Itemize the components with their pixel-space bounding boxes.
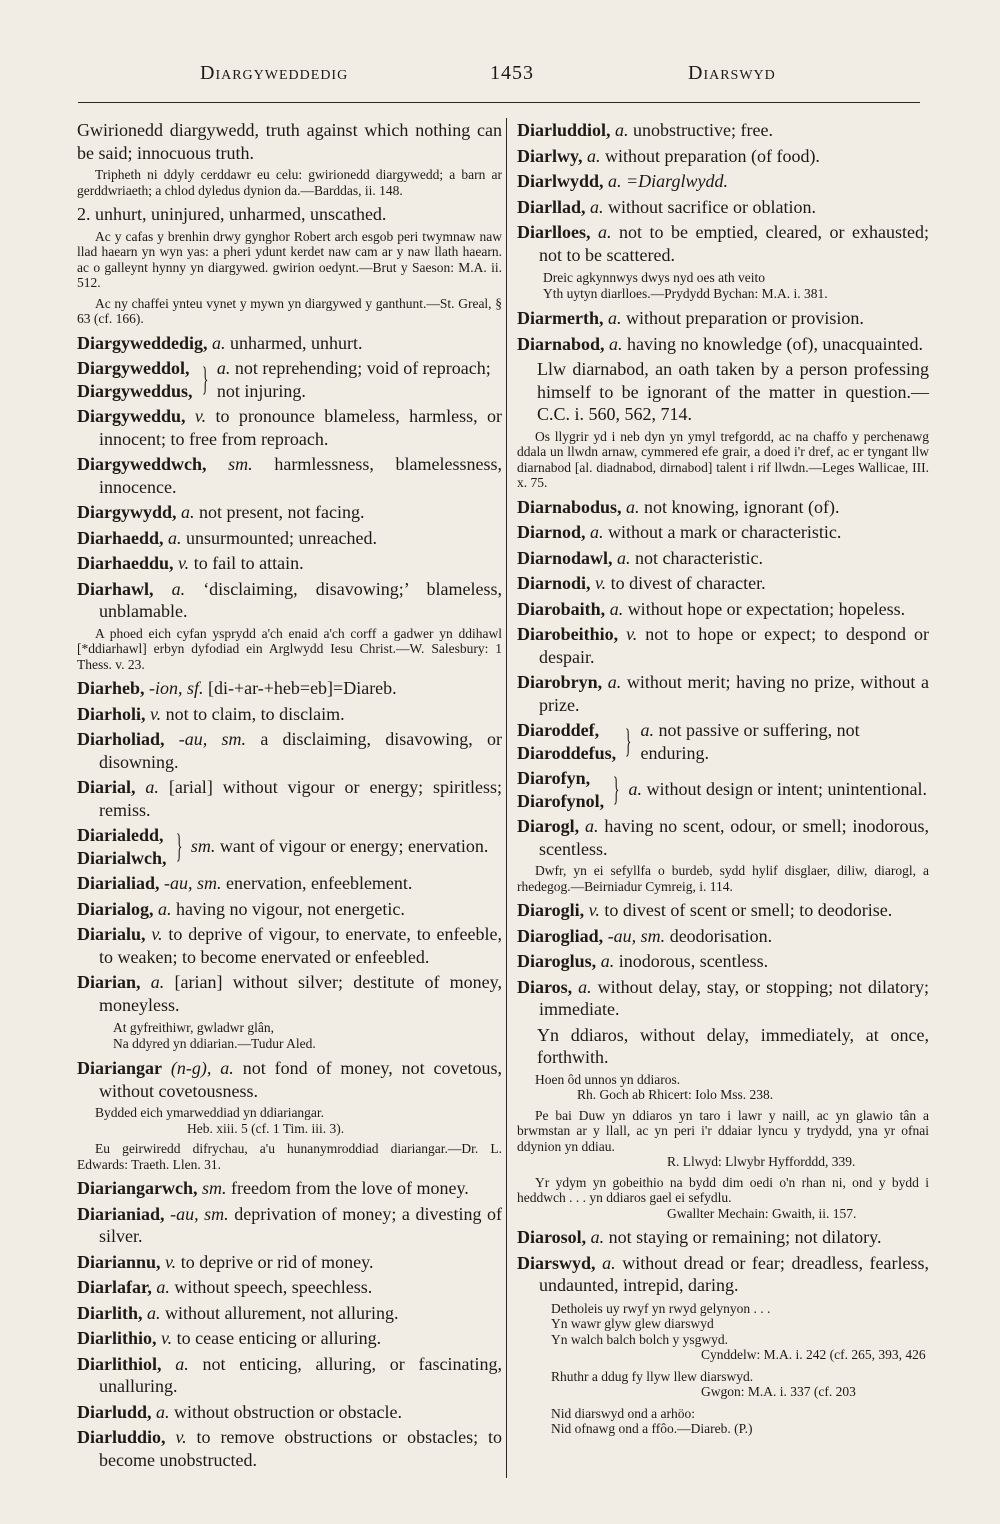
- part-of-speech: a.: [168, 527, 182, 548]
- dictionary-entry: [77, 728, 502, 773]
- part-of-speech: v.: [151, 924, 163, 944]
- dictionary-entry: [77, 1302, 502, 1325]
- dictionary-entry: [77, 332, 502, 355]
- headword: Diaroddef,: [517, 720, 600, 740]
- definition-group: [217, 357, 502, 402]
- part-of-speech: a.: [609, 598, 624, 619]
- headword: Diarogli,: [517, 900, 585, 920]
- definition: without dread or fear; dreadless, fearless, undaunted, intrepid, daring.: [539, 1252, 930, 1295]
- dictionary-entry: [517, 547, 929, 570]
- definition: freedom from the love of money.: [231, 1178, 469, 1198]
- part-of-speech: a.: [145, 777, 159, 797]
- citation: Dwfr, yn ei sefyllfa o burdeb, sydd hylif disglaer, diliw, diarogl, a rhedegog.—Beirniadur Cymreig, i. 114.: [517, 863, 929, 894]
- headword: Diarlithiol,: [77, 1353, 162, 1374]
- headword: Diarnabodus,: [517, 496, 622, 517]
- dictionary-entry: [517, 598, 929, 621]
- part-of-speech: a.: [585, 816, 599, 836]
- part-of-speech: v.: [626, 624, 638, 644]
- citation-source: Heb. xiii. 5 (cf. 1 Tim. iii. 3).: [187, 1120, 345, 1136]
- part-of-speech: sm.: [190, 836, 216, 857]
- dictionary-entry: [77, 1353, 502, 1398]
- definition: not fond of money, not covetous, without covetousness.: [99, 1058, 503, 1101]
- headword: Diargyweddedig,: [77, 332, 208, 353]
- dictionary-entry: [517, 307, 929, 330]
- headword: Diaros,: [517, 976, 573, 997]
- headword-group: [77, 824, 167, 869]
- definition: to divest of scent or smell; to deodorise.: [604, 900, 893, 920]
- headword-group: [77, 357, 193, 402]
- part-of-speech: a.: [628, 779, 642, 800]
- dictionary-entry: [517, 623, 929, 668]
- part-of-speech: a.: [158, 898, 172, 919]
- part-of-speech: -au, sm.: [178, 729, 247, 749]
- headword: Diarnodawl,: [517, 547, 613, 568]
- headword: Diarnabod,: [517, 333, 605, 354]
- definition: without merit; having no prize, without a prize.: [539, 672, 929, 715]
- verse-line: Rhuthr a ddug fy llyw llew diarswyd.: [551, 1368, 754, 1384]
- definition: not to be emptied, cleared, or exhausted; not to be scattered.: [539, 222, 929, 265]
- dictionary-entry: [517, 145, 929, 168]
- dictionary-entry: [517, 119, 929, 142]
- verse-source: Gwgon: M.A. i. 337 (cf. 203: [701, 1384, 856, 1399]
- headword: Diarheb,: [77, 678, 145, 698]
- dictionary-entry: [517, 333, 929, 356]
- headword: Diarobeithio,: [517, 624, 619, 644]
- headword: Diarludd,: [77, 1401, 152, 1422]
- brace-symbol: }: [613, 770, 620, 808]
- definition: want of vigour or energy; enervation.: [219, 836, 489, 857]
- dictionary-entry: [77, 1276, 502, 1299]
- part-of-speech: a.: [147, 1302, 161, 1323]
- definition-group: [629, 778, 930, 801]
- dictionary-entry: [77, 1203, 502, 1248]
- headword: Diarogl,: [517, 816, 580, 836]
- citation: Hoen ôd unnos yn ddiaros.: [535, 1071, 681, 1087]
- definition: without preparation (of food).: [605, 145, 820, 166]
- dictionary-entry: [77, 1426, 502, 1471]
- headword: Diarlloes,: [517, 222, 591, 242]
- headword: Diarialog,: [77, 898, 154, 919]
- verse-line: At gyfreithiwr, gwladwr glân,: [113, 1020, 275, 1035]
- verse-source: Cynddelw: M.A. i. 242 (cf. 265, 393, 426: [701, 1347, 926, 1362]
- headword-group: [517, 767, 604, 812]
- header-rule: [78, 102, 920, 103]
- verse-line: Dreic agkynnwys dwys nyd oes ath veito: [543, 270, 765, 285]
- headword-group: [517, 719, 616, 764]
- headword: Diargywydd,: [77, 502, 177, 522]
- headword: Diariangar: [77, 1058, 162, 1078]
- dictionary-entry-pair: [517, 767, 929, 812]
- dictionary-entry: [77, 703, 502, 726]
- part-of-speech: a.: [171, 578, 186, 599]
- definition: to pronounce blameless, harmless, or innocent; to free from reproach.: [99, 406, 503, 449]
- definition: not characteristic.: [635, 547, 763, 568]
- part-of-speech: a.: [587, 145, 601, 166]
- headword: Diarlwy,: [517, 145, 583, 166]
- dictionary-entry: [517, 496, 929, 519]
- definition: deprivation of money; a divesting of silver.: [99, 1203, 503, 1246]
- headword: Diarialedd,: [77, 825, 164, 845]
- headword: Diarobaith,: [517, 598, 606, 619]
- verse-quotation: [543, 270, 929, 301]
- part-of-speech: -ion, sf.: [149, 678, 204, 698]
- definition: unharmed, unhurt.: [230, 332, 363, 353]
- definition: without obstruction or obstacle.: [174, 1401, 402, 1422]
- definition: without sacrifice or oblation.: [608, 196, 816, 217]
- verse-line: Yn walch balch bolch y ysgwyd.: [551, 1331, 728, 1347]
- definition: enervation, enfeeblement.: [226, 873, 413, 893]
- definition: [arian] without silver; destitute of money, moneyless.: [99, 972, 503, 1015]
- dictionary-entry: [77, 677, 502, 700]
- definition: not reprehending; void of reproach; not injuring.: [216, 358, 491, 401]
- part-of-speech: a.: [156, 1401, 170, 1422]
- part-of-speech: a.: [609, 333, 623, 354]
- part-of-speech: (n-g), a.: [170, 1058, 234, 1078]
- part-of-speech: v.: [150, 703, 162, 724]
- headword: Diarofynol,: [517, 790, 605, 811]
- part-of-speech: sm.: [202, 1178, 227, 1198]
- dictionary-entry: [517, 1252, 929, 1297]
- headword: Diariangarwch,: [77, 1178, 198, 1198]
- part-of-speech: a.: [590, 1227, 605, 1247]
- part-of-speech: a.: [617, 547, 631, 568]
- dictionary-entry: [77, 1401, 502, 1424]
- dictionary-entry: [517, 925, 929, 948]
- headword: Diarmerth,: [517, 308, 604, 328]
- headword: Diarlith,: [77, 1302, 143, 1323]
- citation-source: R. Llwyd: Llwybr Hyfforddd, 339.: [667, 1154, 856, 1169]
- verse-line: Nid ofnawg ond a ffôo.—Diareb. (P.): [551, 1421, 753, 1436]
- definition: harmlessness, blamelessness, innocence.: [99, 454, 502, 497]
- headword: Diarialwch,: [77, 847, 167, 868]
- brace-symbol: }: [625, 722, 632, 760]
- definition: not enticing, alluring, or fascinating, unalluring.: [99, 1353, 503, 1396]
- part-of-speech: a.: [175, 1353, 189, 1374]
- dictionary-entry: [517, 950, 929, 973]
- part-of-speech: -au, sm.: [607, 925, 666, 946]
- dictionary-entry: [517, 521, 929, 544]
- headword: Diarogliad,: [517, 925, 604, 946]
- part-of-speech: v.: [588, 900, 600, 920]
- part-of-speech: a.: [212, 332, 226, 353]
- dictionary-entry: [517, 1226, 929, 1249]
- definition-text: Gwirionedd diargywedd, truth against which nothing can be said; innocuous truth.: [77, 120, 502, 163]
- dictionary-entry: [77, 405, 502, 450]
- part-of-speech: a.: [640, 720, 655, 740]
- verse-line: Na ddyred yn ddiarian.—Tudur Aled.: [113, 1035, 316, 1051]
- part-of-speech: a.: [590, 522, 604, 542]
- headword: Diargyweddol,: [77, 358, 190, 378]
- dictionary-entry: [77, 578, 502, 623]
- dictionary-entry: [517, 221, 929, 266]
- definition: to cease enticing or alluring.: [176, 1328, 382, 1348]
- dictionary-entry-pair: [517, 719, 929, 764]
- left-column: [77, 119, 502, 1474]
- headword: Diarholiad,: [77, 729, 165, 749]
- definition: having no knowledge (of), unacquainted.: [627, 333, 923, 354]
- headword: Diaroddefus,: [517, 742, 617, 763]
- sense-text: 2. unhurt, uninjured, unharmed, unscathed.: [77, 204, 387, 224]
- definition: ‘disclaiming, disavowing;’ blameless, unblamable.: [99, 578, 502, 621]
- part-of-speech: a.: [615, 120, 629, 140]
- citation: Tripheth ni ddyly cerddawr eu celu: gwirionedd diargywedd; a barn ar gerddwriaeth; a chlod dyledus dynion da.—Barddas, ii. 148.: [77, 167, 502, 198]
- part-of-speech: a.: [608, 171, 622, 191]
- dictionary-entry: [517, 976, 929, 1021]
- part-of-speech: v.: [194, 406, 207, 426]
- citation: A phoed eich cyfan ysprydd a'ch enaid a'ch corff a gadwer yn ddihawl [*ddiarhawl] erbyn dyfodiad ein Arglwydd Iesu Christ.—W. Salesbury: 1 Thess. v. 23.: [77, 625, 502, 672]
- dictionary-entry: [517, 899, 929, 922]
- dictionary-entry: [77, 1327, 502, 1350]
- citation-source: Gwallter Mechain: Gwaith, ii. 157.: [667, 1205, 857, 1221]
- part-of-speech: -au, sm.: [164, 873, 222, 893]
- headword: Diarluddio,: [77, 1427, 166, 1447]
- part-of-speech: v.: [175, 1427, 187, 1447]
- dictionary-entry: [517, 170, 929, 193]
- definition: deodorisation.: [669, 925, 773, 946]
- headword: Diarobryn,: [517, 672, 603, 692]
- part-of-speech: v.: [165, 1251, 177, 1272]
- part-of-speech: v.: [178, 553, 190, 573]
- definition: to divest of character.: [610, 573, 766, 593]
- headword: Diariannu,: [77, 1251, 161, 1272]
- dictionary-entry-pair: [77, 357, 502, 402]
- citation: Ac y cafas y brenhin drwy gynghor Robert arch esgob peri twymnaw naw llad haearn yn wyn yas: a pheri ydunt kerdet naw cam ar y naw llath haearn. ac o galleynt hynny yn diargywed. gwirion oedynt.—Brut y Saeson: M.A. ii. 512.: [77, 228, 502, 290]
- verse-line: Yth uytyn diarlloes.—Prydydd Bychan: M.A. i. 381.: [543, 285, 828, 301]
- part-of-speech: sm.: [228, 454, 253, 474]
- definition: [arial] without vigour or energy; spiritless; remiss.: [99, 777, 503, 820]
- definition: to deprive or rid of money.: [180, 1251, 374, 1272]
- verse-quotation: [551, 1406, 929, 1437]
- dictionary-entry: [77, 1177, 502, 1200]
- header-left-guideword: Diargyweddedig: [200, 62, 349, 84]
- part-of-speech: a.: [600, 951, 615, 971]
- definition: [di-+ar-+heb=eb]=Diareb.: [208, 678, 397, 698]
- headword: Diarhaeddu,: [77, 553, 174, 573]
- verse-quotation: [551, 1369, 929, 1400]
- verse-quotation: [113, 1020, 502, 1051]
- part-of-speech: a.: [156, 1277, 170, 1297]
- citation: [77, 1105, 502, 1121]
- headword: Diargyweddu,: [77, 406, 186, 426]
- dictionary-entry: [77, 552, 502, 575]
- part-of-speech: a.: [578, 976, 592, 997]
- definition: not present, not facing.: [199, 502, 365, 522]
- definition-group: [191, 835, 502, 858]
- part-of-speech: a.: [607, 308, 622, 328]
- definition: not passive or suffering, not enduring.: [640, 720, 860, 763]
- verse-line: Detholeis uy rwyf yn rwyd gelynyon . . .: [551, 1300, 771, 1316]
- definition: having no vigour, not energetic.: [176, 898, 405, 919]
- verse-line: Yn wawr glyw glew diarswyd: [551, 1316, 714, 1331]
- header-right-guideword: Diarswyd: [688, 62, 776, 84]
- citation: Yr ydym yn gobeithio na bydd dim oedi o'n rhan ni, ond y bydd i heddwch . . . yn ddiaros gael ei sefydlu.: [517, 1174, 929, 1205]
- definition: inodorous, scentless.: [618, 951, 769, 971]
- dictionary-entry: [77, 898, 502, 921]
- dictionary-entry: [77, 1251, 502, 1274]
- phrase-definition: Llw diarnabod, an oath taken by a person professing himself to be ignorant of the matter in question.—C.C. i. 560, 562, 714.: [537, 359, 929, 424]
- definition: =Diarglwydd.: [626, 171, 728, 191]
- definition: to deprive of vigour, to enervate, to enfeeble, to weaken; to become enervated or enfeebled.: [99, 924, 503, 967]
- definition: not to claim, to disclaim.: [165, 703, 345, 724]
- headword: Diarholi,: [77, 703, 146, 724]
- part-of-speech: a.: [607, 672, 622, 692]
- headword: Diarnod,: [517, 522, 586, 542]
- dictionary-entry: [77, 923, 502, 968]
- definition: unobstructive; free.: [633, 120, 773, 140]
- headword: Diarhawl,: [77, 578, 154, 599]
- dictionary-entry: [77, 872, 502, 895]
- part-of-speech: v.: [161, 1328, 173, 1348]
- dictionary-entry: [77, 453, 502, 498]
- definition: without speech, speechless.: [174, 1277, 373, 1297]
- part-of-speech: a.: [216, 358, 231, 378]
- page-number: 1453: [490, 62, 534, 84]
- headword: Diarhaedd,: [77, 527, 164, 548]
- definition: not to hope or expect; to despond or despair.: [539, 624, 929, 667]
- column-divider: [506, 118, 507, 1478]
- headword: Diarnodi,: [517, 573, 591, 593]
- citation: Ac ny chaffei ynteu vynet y mywn yn diargywed y ganthunt.—St. Greal, § 63 (cf. 166).: [77, 295, 502, 326]
- definition: without a mark or characteristic.: [608, 522, 842, 542]
- definition: without preparation or provision.: [625, 308, 864, 328]
- definition: to fail to attain.: [193, 553, 304, 573]
- definition: without hope or expectation; hopeless.: [627, 598, 906, 619]
- dictionary-entry-pair: [77, 824, 502, 869]
- headword: Diarialiad,: [77, 873, 160, 893]
- headword: Diargyweddwch,: [77, 454, 207, 474]
- definition: not knowing, ignorant (of).: [644, 496, 840, 517]
- headword: Diarialu,: [77, 924, 146, 944]
- headword: Diarianiad,: [77, 1203, 165, 1224]
- dictionary-entry: [517, 671, 929, 716]
- definition: having no scent, odour, or smell; inodorous, scentless.: [539, 816, 930, 859]
- headword: Diargyweddus,: [77, 380, 193, 401]
- part-of-speech: a.: [590, 196, 604, 217]
- dictionary-entry: [77, 776, 502, 821]
- headword: Diaroglus,: [517, 951, 597, 971]
- dictionary-entry: [77, 501, 502, 524]
- headword: Diarllad,: [517, 196, 586, 217]
- headword: Diarlithio,: [77, 1328, 157, 1348]
- part-of-speech: a.: [602, 1252, 616, 1273]
- headword: Diarosol,: [517, 1227, 587, 1247]
- part-of-speech: v.: [595, 573, 607, 593]
- citation-text: Bydded eich ymarweddiad yn ddiariangar.: [95, 1105, 325, 1120]
- brace-symbol: }: [175, 827, 182, 865]
- headword: Diarlafar,: [77, 1277, 152, 1297]
- verse-line: Nid diarswyd ond a arhöo:: [551, 1405, 695, 1421]
- headword: Diarluddiol,: [517, 120, 611, 140]
- definition: a disclaiming, disavowing, or disowning.: [99, 729, 503, 772]
- definition-group: [641, 719, 929, 764]
- part-of-speech: a.: [598, 222, 612, 242]
- citation: Os llygrir yd i neb dyn yn ymyl trefgordd, ac na chaffo y perchenawg ddala un llwdn arnaw, cymmered efe grair, a doed i'r dref, ac er tyngant llw diarnabod [al. diadnabod, dirnabod] talent i rif llwdn.—Leges Wallicae, III. x. 75.: [517, 428, 929, 490]
- definition: without allurement, not alluring.: [165, 1302, 399, 1323]
- definition: not staying or remaining; not dilatory.: [608, 1227, 882, 1247]
- definition: without delay, stay, or stopping; not dilatory; immediate.: [539, 976, 930, 1019]
- headword: Diarofyn,: [517, 768, 591, 788]
- right-column: [517, 119, 929, 1443]
- dictionary-entry: [77, 1057, 502, 1102]
- citation: Eu geirwiredd difrychau, a'u hunanymroddiad diariangar.—Dr. L. Edwards: Traeth. Llen. 31.: [77, 1141, 502, 1172]
- headword: Diarswyd,: [517, 1252, 596, 1273]
- dictionary-entry: [77, 971, 502, 1016]
- citation: Pe bai Duw yn ddiaros yn taro i lawr y naill, ac yn glawio tân a brwmstan ar y llall, ac yn peri i'r ddaiar lyncu y trydydd, yna yr ofnai ddynion yn ddiau.: [517, 1107, 929, 1154]
- part-of-speech: a.: [181, 502, 195, 522]
- dictionary-entry: [517, 815, 929, 860]
- dictionary-entry: [517, 572, 929, 595]
- headword: Diarial,: [77, 777, 136, 797]
- definition: without design or intent; unintentional.: [646, 779, 927, 800]
- citation-source: Rh. Goch ab Rhicert: Iolo Mss. 238.: [577, 1087, 774, 1102]
- part-of-speech: -au, sm.: [170, 1203, 229, 1224]
- dictionary-entry: [517, 196, 929, 219]
- definition: to remove obstructions or obstacles; to become unobstructed.: [99, 1427, 503, 1470]
- dictionary-entry: [77, 527, 502, 550]
- part-of-speech: a.: [150, 972, 165, 992]
- brace-symbol: }: [201, 360, 208, 398]
- definition: unsurmounted; unreached.: [186, 527, 377, 548]
- headword: Diarlwydd,: [517, 171, 604, 191]
- running-header: [0, 62, 1000, 92]
- headword: Diarian,: [77, 972, 141, 992]
- verse-quotation: [551, 1301, 929, 1363]
- phrase-definition: Yn ddiaros, without delay, immediately, at once, forthwith.: [537, 1024, 929, 1067]
- part-of-speech: a.: [626, 496, 640, 517]
